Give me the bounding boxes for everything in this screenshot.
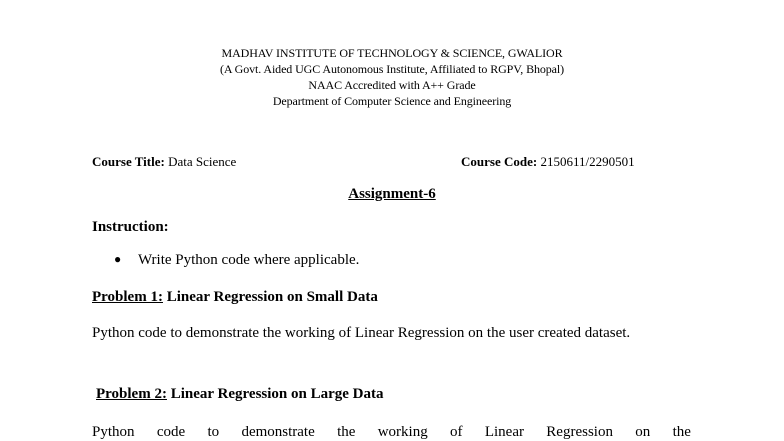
institute-accreditation: NAAC Accredited with A++ Grade <box>308 78 476 92</box>
problem-1-label: Problem 1: <box>92 289 163 305</box>
instruction-heading: Instruction: <box>92 219 169 235</box>
problem-1-heading <box>92 287 378 307</box>
course-info-row <box>92 153 692 171</box>
department-name: Department of Computer Science and Engineering <box>272 94 512 108</box>
bullet-icon: ● <box>114 252 122 266</box>
assignment-title: Assignment-6 <box>348 186 436 202</box>
course-code-value: 2150611/2290501 <box>540 154 635 169</box>
course-title <box>92 153 236 171</box>
instruction-list-item <box>114 249 359 270</box>
problem-2-label: Problem 2: <box>96 386 167 402</box>
institute-header <box>0 45 784 109</box>
description-word: Linear <box>484 424 524 440</box>
course-title-label: Course Title: <box>92 154 165 169</box>
description-word: working <box>377 424 428 440</box>
description-word: the <box>337 424 356 440</box>
institute-affiliation: (A Govt. Aided UGC Autonomous Institute, Affiliated to RGPV, Bhopal) <box>219 62 565 76</box>
course-title-value: Data Science <box>168 154 237 169</box>
description-word: Python <box>92 424 135 440</box>
problem-2-title: Linear Regression on Large Data <box>170 386 384 402</box>
problem-1-title: Linear Regression on Small Data <box>166 289 378 305</box>
description-word: the <box>672 424 691 440</box>
description-word: of <box>450 424 463 440</box>
course-code-label: Course Code: <box>461 154 538 169</box>
description-word: to <box>207 424 220 440</box>
instruction-text: Write Python code where applicable. <box>138 252 360 268</box>
problem-2-heading <box>96 384 384 404</box>
problem-2-description <box>92 421 691 441</box>
description-word: code <box>156 424 186 440</box>
description-word: on <box>635 424 651 440</box>
description-word: Regression <box>546 424 613 440</box>
institute-name: MADHAV INSTITUTE OF TECHNOLOGY & SCIENCE, GWALIOR <box>221 46 563 60</box>
description-word: demonstrate <box>241 424 315 440</box>
course-code <box>461 153 635 171</box>
problem-1-description: Python code to demonstrate the working of Linear Regression on the user created dataset. <box>92 325 631 341</box>
